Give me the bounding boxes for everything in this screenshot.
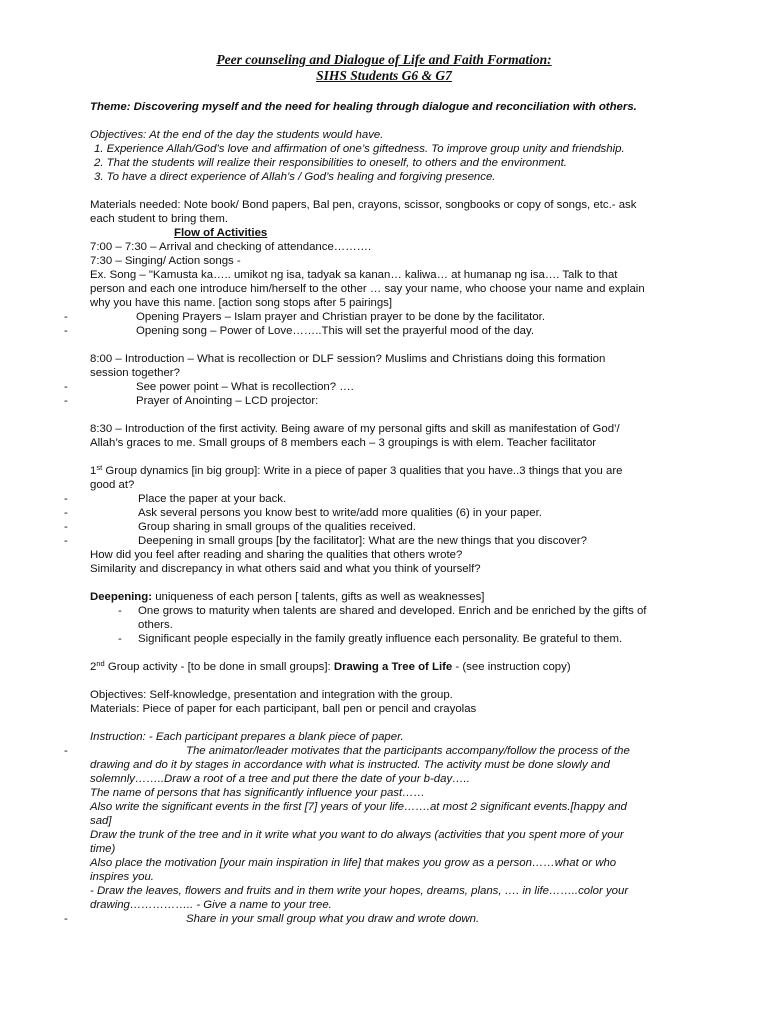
bullet-dash: - xyxy=(64,325,68,337)
anointing-line: Prayer of Anointing – LCD projector: xyxy=(136,395,319,407)
deepening-line xyxy=(90,590,484,604)
bullet-dash: - xyxy=(64,381,68,393)
intro-830-line: Allah’s graces to me. Small groups of 8 members each – 3 groupings is with elem. Teacher facilitator xyxy=(90,437,597,449)
group2-objectives: Objectives: Self-knowledge, presentation and integration with the group. xyxy=(90,689,453,701)
intro-830-line: 8:30 – Introduction of the first activity. Being aware of my personal gifts and skill as manifestation of God’/ xyxy=(90,423,620,435)
instruction-line: time) xyxy=(90,843,116,855)
instruction-line: The animator/leader motivates that the participants accompany/follow the process of the xyxy=(186,745,630,757)
group1-question: How did you feel after reading and sharing the qualities that others wrote? xyxy=(90,549,463,561)
deepening-point-cont: others. xyxy=(138,619,173,631)
bullet-dash: - xyxy=(64,745,68,757)
bullet-dash: - xyxy=(64,507,68,519)
opening-prayers: Opening Prayers – Islam prayer and Christian prayer to be done by the facilitator. xyxy=(136,311,546,323)
bullet-dash: - xyxy=(118,605,122,617)
materials-line: Materials needed: Note book/ Bond papers, Bal pen, crayons, scissor, songbooks or copy of songs, etc.- ask xyxy=(90,199,637,211)
group2-heading-note: - (see instruction copy) xyxy=(452,661,571,673)
group1-step: Group sharing in small groups of the qualities received. xyxy=(138,521,416,533)
bullet-dash: - xyxy=(64,493,68,505)
instruction-line: Also place the motivation [your main inspiration in life] that makes you grow as a person……what or who xyxy=(90,857,617,869)
document-title-line2: SIHS Students G6 & G7 xyxy=(316,68,452,83)
group2-heading-text: Group activity - [to be done in small groups]: xyxy=(104,661,334,673)
deepening-label: Deepening: xyxy=(90,591,153,603)
bullet-dash: - xyxy=(64,395,68,407)
group1-heading-text: Group dynamics [in big group]: Write in a piece of paper 3 qualities that you have..3 things that you are xyxy=(102,465,623,477)
instruction-line: drawing…………….. - Give a name to your tree. xyxy=(90,899,332,911)
group1-heading xyxy=(90,464,622,478)
bullet-dash: - xyxy=(64,521,68,533)
schedule-singing: 7:30 – Singing/ Action songs - xyxy=(90,255,241,267)
instruction-line: Draw the trunk of the tree and in it write what you want to do always (activities that you spent more of your xyxy=(90,829,624,841)
group1-question: Similarity and discrepancy in what others said and what you think of yourself? xyxy=(90,563,481,575)
bullet-dash: - xyxy=(64,913,68,925)
intro-800-line: session together? xyxy=(90,367,180,379)
opening-song: Opening song – Power of Love……..This will set the prayerful mood of the day. xyxy=(136,325,535,337)
group1-number: 1 xyxy=(90,465,97,477)
power-point-line: See power point – What is recollection? …. xyxy=(136,381,354,393)
song-line: why you have this name. [action song stops after 5 pairings] xyxy=(90,297,393,309)
song-line: Ex. Song – "Kamusta ka….. umikot ng isa, tadyak sa kanan… kaliwa… at humanap ng isa…. Talk to that xyxy=(90,269,618,281)
group2-heading xyxy=(90,660,571,674)
objective-item: 3. To have a direct experience of Allah’s / God’s healing and forgiving presence. xyxy=(94,171,496,183)
group2-number: 2 xyxy=(90,661,97,673)
theme-line: Theme: Discovering myself and the need for healing through dialogue and reconciliation with others. xyxy=(90,101,637,113)
document-title-line1: Peer counseling and Dialogue of Life and Faith Formation: xyxy=(216,52,552,67)
bullet-dash: - xyxy=(64,535,68,547)
deepening-point: Significant people especially in the family greatly influence each personality. Be grateful to them. xyxy=(138,633,623,645)
instruction-line: inspires you. xyxy=(90,871,154,883)
group2-ordinal: nd xyxy=(96,659,105,668)
instruction-line: - Draw the leaves, flowers and fruits and in them write your hopes, dreams, plans, …. in life……..color your xyxy=(90,885,629,897)
schedule-arrival: 7:00 – 7:30 – Arrival and checking of attendance………. xyxy=(90,241,372,253)
objective-item: 2. That the students will realize their responsibilities to oneself, to others and the environment. xyxy=(94,157,567,169)
objective-item: 1. Experience Allah/God’s love and affirmation of one’s giftedness. To improve group unity and friendship. xyxy=(94,143,625,155)
instruction-line: Also write the significant events in the first [7] years of your life…….at most 2 significant events.[happy and xyxy=(90,801,627,813)
group1-heading-cont: good at? xyxy=(90,479,135,491)
group1-step: Ask several persons you know best to write/add more qualities (6) in your paper. xyxy=(138,507,542,519)
deepening-text: uniqueness of each person [ talents, gifts as well as weaknesses] xyxy=(152,591,485,603)
instruction-line: Share in your small group what you draw and wrote down. xyxy=(186,913,480,925)
group1-step: Deepening in small groups [by the facilitator]: What are the new things that you discover? xyxy=(138,535,587,547)
materials-line: each student to bring them. xyxy=(90,213,229,225)
instruction-line: drawing and do it by stages in accordance with what is instructed. The activity must be done slowly and xyxy=(90,759,610,771)
instruction-line: sad] xyxy=(90,815,112,827)
intro-800-line: 8:00 – Introduction – What is recollection or DLF session? Muslims and Christians doing this formation xyxy=(90,353,606,365)
instruction-line: solemnly……..Draw a root of a tree and put there the date of your b-day….. xyxy=(90,773,470,785)
objectives-intro: Objectives: At the end of the day the students would have. xyxy=(90,129,384,141)
flow-heading: Flow of Activities xyxy=(174,227,268,239)
group1-ordinal: st xyxy=(96,463,103,472)
group1-step: Place the paper at your back. xyxy=(138,493,287,505)
instruction-line: The name of persons that has significantly influence your past…… xyxy=(90,787,425,799)
bullet-dash: - xyxy=(64,311,68,323)
instruction-line: Instruction: - Each participant prepares a blank piece of paper. xyxy=(90,731,404,743)
group2-activity-name: Drawing a Tree of Life xyxy=(333,661,453,673)
song-line: person and each one introduce him/herself to the other … say your name, who choose your name and explain xyxy=(90,283,645,295)
bullet-dash: - xyxy=(118,633,122,645)
deepening-point: One grows to maturity when talents are shared and developed. Enrich and be enriched by the gifts of xyxy=(138,605,647,617)
group2-materials: Materials: Piece of paper for each participant, ball pen or pencil and crayolas xyxy=(90,703,477,715)
